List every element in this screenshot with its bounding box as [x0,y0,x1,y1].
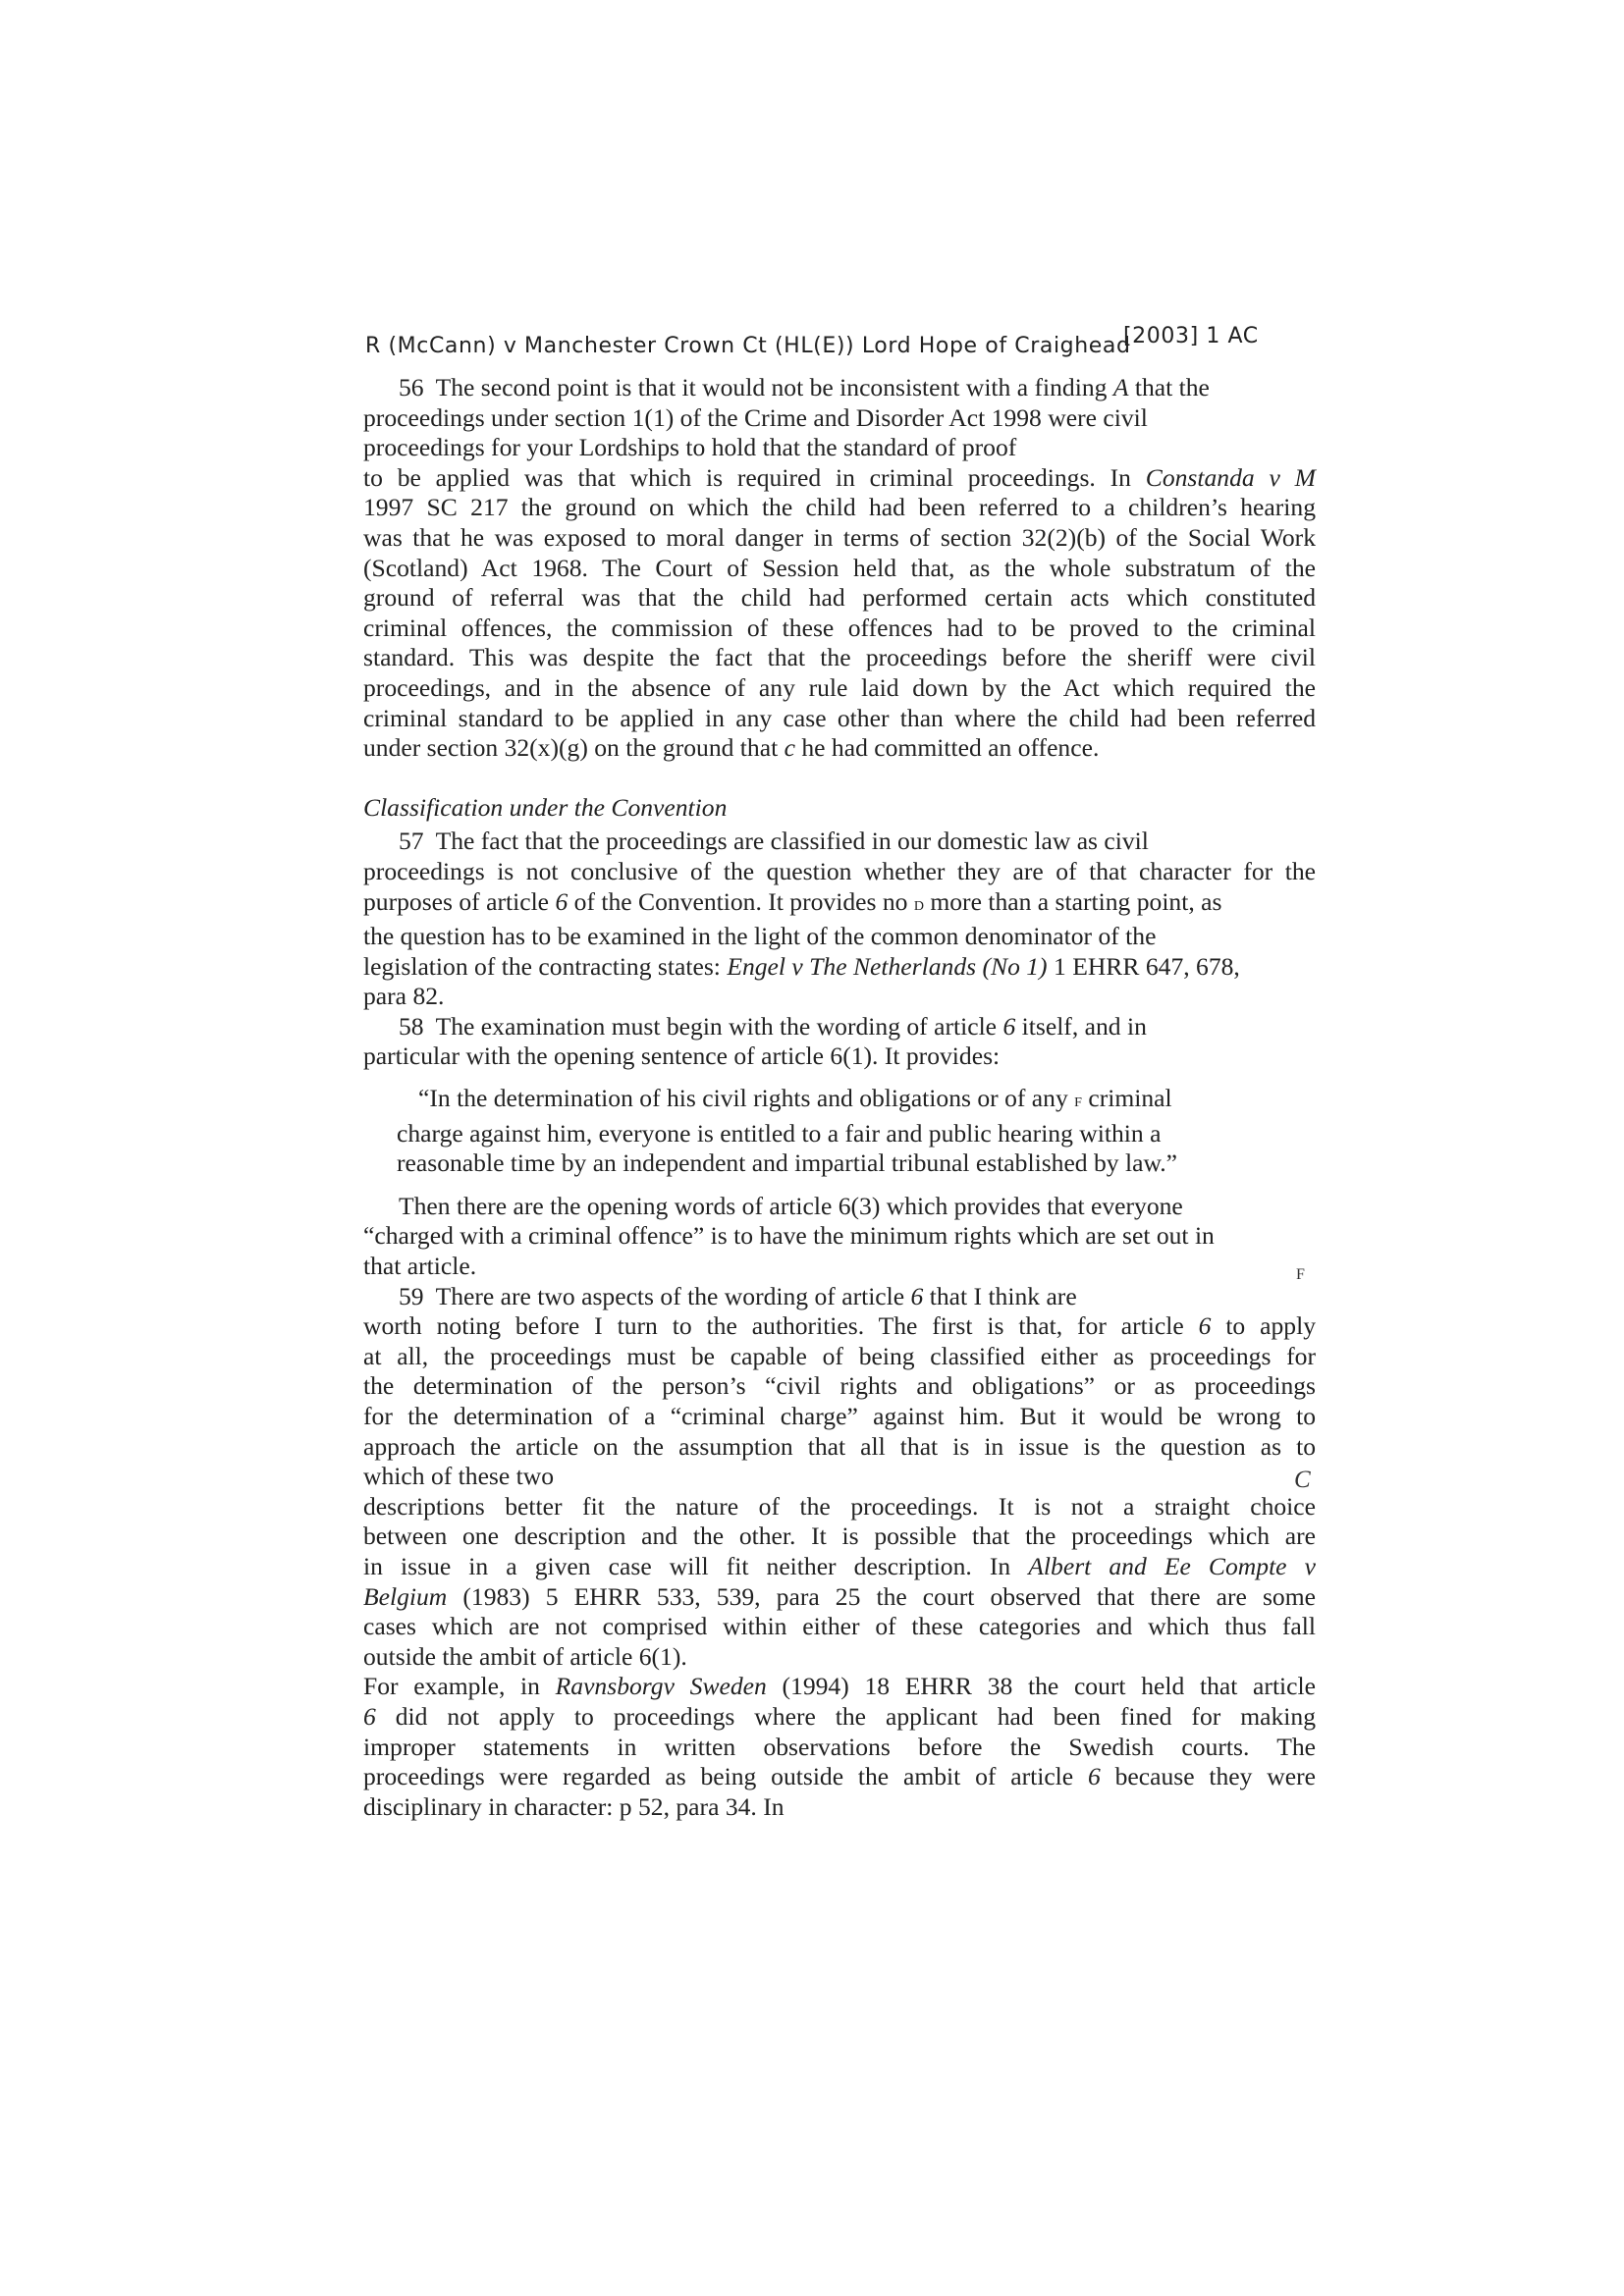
margin-letter-f: F [1296,1266,1305,1283]
paragraph-59: 59 There are two aspects of the wording of article 6 that I think are worth noting before I turn to the authorities. The first is that, for article 6 to apply at all, the proceedings must be capable of being classified either as proceedings for the determination of the person’s “civil rights and obligations” or as proceedings for the determination of a “criminal charge” against him. But it would be wrong to approach the article on the assumption that all that is in issue is the question as to which of these two descriptions better fit the nature of the proceedings. It is not a straight choice between one description and the other. It is possible that the proceedings which are in issue in a given case will fit neither description. In Albert and Ee Compte v Belgium (1983) 5 EHRR 533, 539, para 25 the court observed that there are some cases which are not comprised within either of these categories and which thus fall outside the ambit of article 6(1). For example, in Ravnsborgv Sweden (1994) 18 EHRR 38 the court held that article 6 did not apply to proceedings where the applicant had been fined for making improper statements in written observations before the Swedish courts. The proceedings were regarded as being outside the ambit of article 6 because they were disciplinary in character: p 52, para 34. In [363,1281,1316,1821]
case-name: Albert and Ee Compte v [1028,1551,1316,1580]
section-heading: Classification under the Convention [363,792,728,822]
case-name: Ravnsborgv Sweden [555,1672,767,1701]
margin-letter-inline: D [913,898,924,914]
running-header [365,324,1269,369]
paragraph-number: 56 [399,373,424,401]
paragraph-number: 57 [399,827,424,856]
paragraph-continuation: Then there are the opening words of article 6(3) which provides that everyone “charged with a criminal offence” is to have the minimum rights which are set out in that article. [363,1191,1215,1281]
margin-letter-inline: F [1074,1095,1082,1111]
case-name: Belgium [363,1581,448,1611]
paragraph-58: 58 The examination must begin with the wording of article 6 itself, and in particular with the opening sentence of article 6(1). It provides: [363,1011,1147,1071]
case-name: Constanda v M [1145,462,1316,492]
paragraph-number: 59 [399,1281,424,1310]
paragraph-number: 58 [399,1011,424,1041]
case-name: Engel v The Netherlands (No 1) [727,951,1048,981]
header-citation: [2003] 1 AC [1123,324,1259,348]
paragraph-56: 56 The second point is that it would not be inconsistent with a finding A that the proceedings under section 1(1) of the Crime and Disorder Act 1998 were civil proceedings for your Lordships to hold that the standard of proof to be applied was that which is required in criminal proceedings. In Constanda v M 1997 SC 217 the ground on which the child had been referred to a children’s hearing was that he was exposed to moral danger in terms of section 32(2)(b) of the Social Work (Scotland) Act 1968. The Court of Session held that, as the whole substratum of the ground of referral was that the child had performed certain acts which constituted criminal offences, the commission of these offences had to be proved to the criminal standard. This was despite the fact that the proceedings before the sheriff were civil proceedings, and in the absence of any rule laid down by the Act which required the criminal standard to be applied in any case other than where the child had been referred under section 32(x)(g) on the ground that c he had committed an offence. [363,373,1316,763]
document-body [363,373,1316,1822]
margin-letter-inline: A [1112,373,1129,401]
margin-letter-c: C [1294,1467,1311,1493]
paragraph-57: 57 The fact that the proceedings are classified in our domestic law as civil proceedings is not conclusive of the question whether they are of that character for the purposes of article 6 of the Convention. It provides no D more than a starting point, as the question has to be examined in the light of the common denominator of the legislation of the contracting states: Engel v The Netherlands (No 1) 1 EHRR 647, 678, para 82. [363,827,1316,1011]
margin-letter-inline: c [784,733,795,763]
header-case-title: R (McCann) v Manchester Crown Ct (HL(E)) Lord Hope of Craighead [365,334,1131,358]
block-quote: “In the determination of his civil rights and obligations or of any F criminal charge against him, everyone is entitled to a fair and public hearing within a reasonable time by an independent and impartial tribunal established by law.” [397,1084,1178,1178]
